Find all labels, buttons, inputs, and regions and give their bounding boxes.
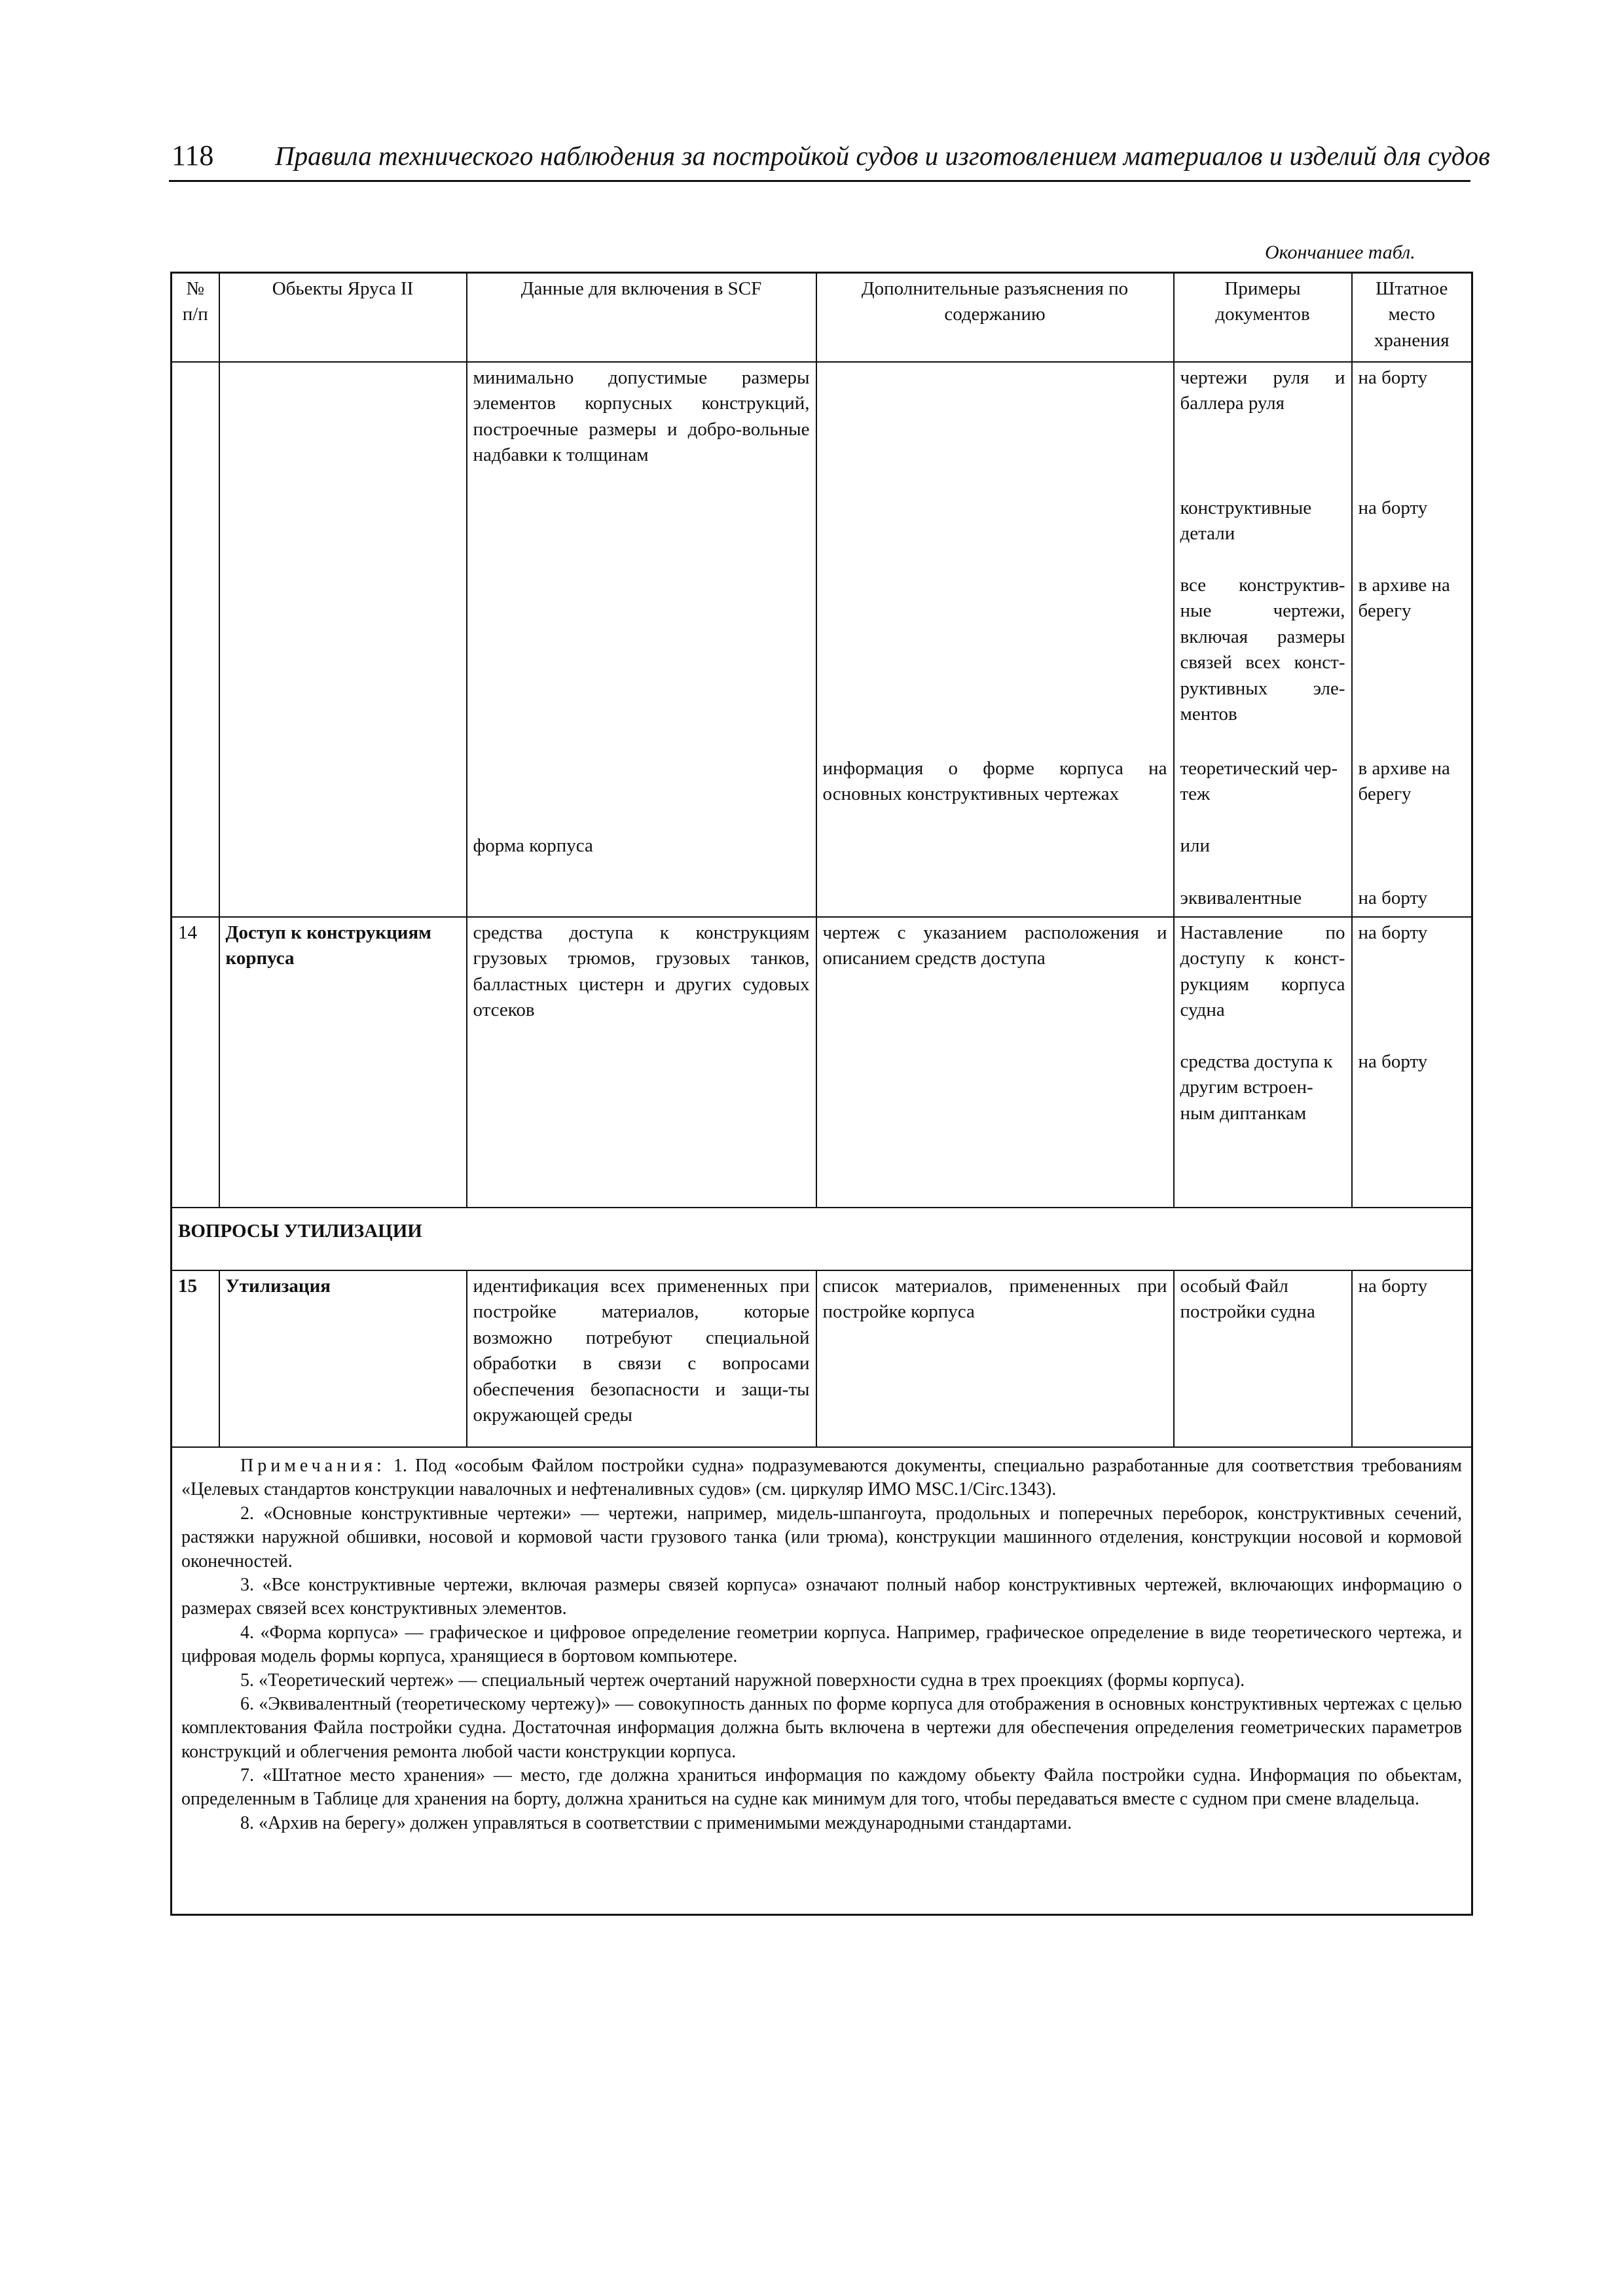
note-3: 3. «Все конструктивные чертежи, включая размеры связей корпуса» означают полный набор конструктивных чертежей, включающих информацию о размерах связей всех конструктивных элементов. (181, 1574, 1462, 1619)
table-row-15 (172, 1270, 1472, 1447)
note-4: 4. «Форма корпуса» — графическое и цифровое определение геометрии корпуса. Например, графическое определение в виде теоретического чертежа, и цифровая модель формы корпуса, хранящиеся в бортовом компьютере. (181, 1622, 1462, 1667)
storage-cell: на борту (1352, 1270, 1472, 1447)
data-cell: минимально допустимые размеры элементов корпусных конструкций, построечные размеры и добро-вольные надбавки к толщинам (467, 362, 816, 493)
example-cell: чертежи руля и баллера руля (1174, 362, 1352, 493)
example-cell: особый Файл постройки судна (1174, 1270, 1352, 1447)
note-8: 8. «Архив на берегу» должен управляться в соответствии с применимыми международными стандартами. (240, 1812, 1072, 1833)
storage-cell: в архиве на берегу (1352, 753, 1472, 831)
note-1: Примечания: 1. Под «особым Файлом постройки судна» подразумеваются документы, специально разработанные для соответствия требованиям «Целевых стандартов конструкции навалочных и нефтеналивных судов» (см. циркуляр ИМО MSC.1/Circ.1343). (181, 1456, 1463, 1500)
row-number: 15 (172, 1270, 219, 1447)
table-row (172, 831, 1472, 883)
header-storage: Штатное место хранения (1352, 273, 1472, 363)
storage-cell: на борту (1352, 917, 1472, 1047)
documents-table (170, 272, 1473, 1916)
storage-cell: в архиве на берегу (1352, 570, 1472, 753)
table-header-row (172, 273, 1472, 363)
header-data: Данные для включения в SCF (467, 273, 816, 363)
running-title: Правила технического наблюдения за постройкой судов и изготовлением материалов и изделий для судов (275, 141, 1490, 171)
table-row (172, 493, 1472, 570)
notes-label: Примечания: (240, 1456, 386, 1476)
example-cell: теоретический чер-теж (1174, 753, 1352, 831)
storage-cell: на борту (1352, 883, 1472, 917)
table-row (172, 362, 1472, 493)
notes-cell (172, 1447, 1472, 1915)
storage-cell: на борту (1352, 1047, 1472, 1208)
row-number: 14 (172, 917, 219, 1208)
explanation-cell: список материалов, примененных при постройке корпуса (816, 1270, 1174, 1447)
table-row (172, 753, 1472, 831)
table-row (172, 570, 1472, 753)
explanation-cell: чертеж с указанием расположения и описанием средств доступа (816, 917, 1174, 1208)
explanation-cell: информация о форме корпуса на основных конструктивных чертежах (816, 753, 1174, 831)
note-7: 7. «Штатное место хранения» — место, где должна храниться информация по каждому обьекту Файла постройки судна. Информация по обьектам, определенным в Таблице для хранения на борту, должна храниться на судне как минимум для того, чтобы передаваться вместе с судном при смене владельца. (181, 1765, 1462, 1810)
object-cell: Утилизация (219, 1270, 467, 1447)
data-cell: идентификация всех примененных при постройке материалов, которые возможно потребуют специальной обработки в связи с вопросами обеспечения безопасности и защи-ты окружающей среды (467, 1270, 816, 1447)
example-cell: конструктивные детали (1174, 493, 1352, 570)
header-explanations: Дополнительные разъяснения по содержанию (816, 273, 1174, 363)
example-cell: Наставление по доступу к конст-рукциям корпуса судна (1174, 917, 1352, 1047)
storage-cell: на борту (1352, 493, 1472, 570)
header-objects: Обьекты Яруса II (219, 273, 467, 363)
notes-row (172, 1447, 1472, 1915)
table-row-14 (172, 917, 1472, 1047)
table-continuation-label: Окончаниее табл. (1265, 242, 1415, 263)
data-cell: средства доступа к конструкциям грузовых трюмов, грузовых танков, балластных цистерн и других судовых отсеков (467, 917, 816, 1208)
data-cell: форма корпуса (467, 831, 816, 883)
object-cell: Доступ к конструкциям корпуса (219, 917, 467, 1208)
header-rule (169, 180, 1470, 182)
example-cell: эквивалентные (1174, 883, 1352, 917)
header-examples: Примеры документов (1174, 273, 1352, 363)
header-num: № п/п (172, 273, 219, 363)
example-cell: средства доступа к другим встроен-ным диптанкам (1174, 1047, 1352, 1208)
example-cell: все конструктив-ные чертежи, включая размеры связей всех конст-руктивных эле-ментов (1174, 570, 1352, 753)
section-title: ВОПРОСЫ УТИЛИЗАЦИИ (172, 1208, 1472, 1270)
example-cell: или (1174, 831, 1352, 883)
note-2: 2. «Основные конструктивные чертежи» — чертежи, например, мидель-шпангоута, продольных и поперечных переборок, конструктивных сечений, растяжки наружной обшивки, носовой и кормовой части грузового танка (или трюма), конструкции машинного отделения, конструкции носовой и кормовой оконечностей. (181, 1503, 1462, 1571)
note-5: 5. «Теоретический чертеж» — специальный чертеж очертаний наружной поверхности судна в трех проекциях (формы корпуса). (240, 1670, 1245, 1691)
storage-cell: на борту (1352, 362, 1472, 493)
table-row (172, 883, 1472, 917)
section-row (172, 1208, 1472, 1270)
note-6: 6. «Эквивалентный (теоретическому чертежу)» — совокупность данных по форме корпуса для отображения в основных конструктивных чертежах с целью комплектования Файла постройки судна. Достаточная информация должна быть включена в чертежи для обеспечения определения геометрических параметров конструкций и облегчения ремонта любой части конструкции корпуса. (181, 1693, 1462, 1762)
page-number: 118 (172, 139, 214, 171)
